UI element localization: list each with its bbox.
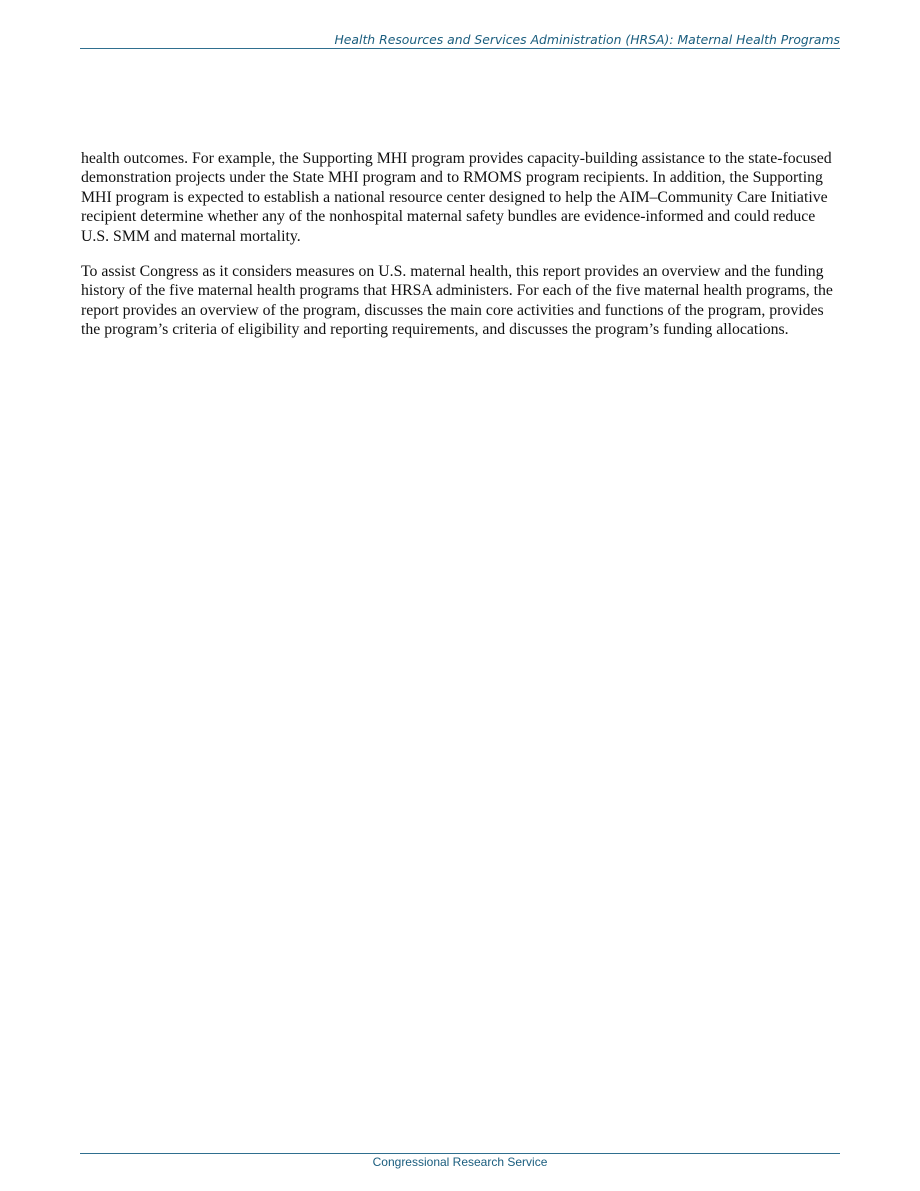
report-body xyxy=(81,149,843,356)
paragraph-health-outcomes: health outcomes. For example, the Supporting MHI program provides capacity-building assistance to the state-focused demonstration projects under the State MHI program and to RMOMS program recipients. In addition, the Supporting MHI program is expected to establish a national resource center designed to help the AIM–Community Care Initiative recipient determine whether any of the nonhospital maternal safety bundles are evidence-informed and could reduce U.S. SMM and maternal mortality. xyxy=(81,150,832,245)
header-title: Health Resources and Services Administration (HRSA): Maternal Health Programs xyxy=(334,32,840,47)
footer-divider xyxy=(80,1153,840,1154)
running-header xyxy=(80,31,840,49)
paragraph-report-overview: To assist Congress as it considers measures on U.S. maternal health, this report provides an overview and the funding history of the five maternal health programs that HRSA administers. For each of the five maternal health programs, the report provides an overview of the program, discusses the main core activities and functions of the program, provides the program’s criteria of eligibility and reporting requirements, and discusses the program’s funding allocations. xyxy=(81,263,833,339)
footer-label: Congressional Research Service xyxy=(372,1155,548,1169)
